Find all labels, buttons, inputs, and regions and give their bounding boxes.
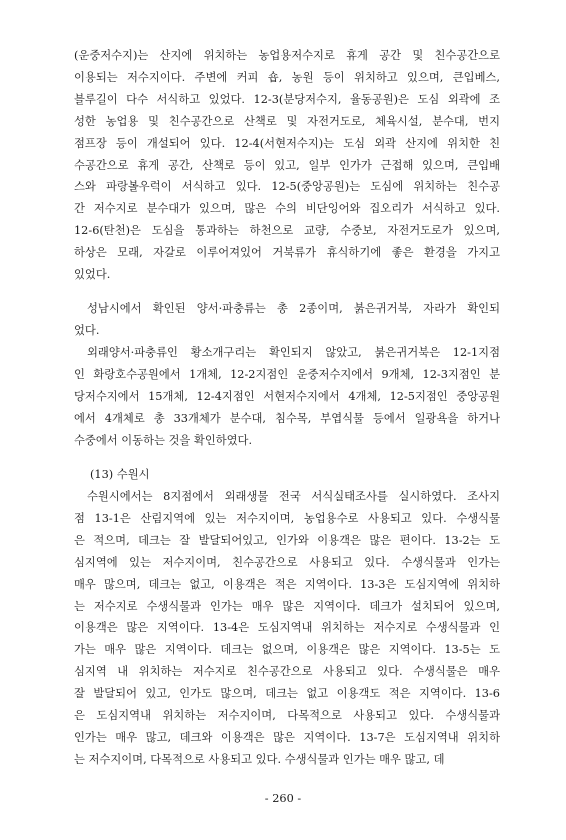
text-line: 었다. bbox=[74, 323, 100, 337]
text-line: (운중저수지)는 산지에 위치하는 농업용저수지로 휴게 공간 및 친수공간으로 bbox=[74, 49, 500, 62]
text-line: 외래양서·파충류인 황소개구리는 확인되지 않았고, 붉은귀거북은 12-1지점 bbox=[87, 346, 500, 359]
text-line: 수중에서 이동하는 것을 확인하였다. bbox=[74, 433, 253, 447]
text-line: 매우 많으며, 데크는 없고, 이용객은 적은 지역이다. 13-3은 도심지역에 위치하 bbox=[74, 577, 500, 591]
text-line: 이용되는 저수지이다. 주변에 커피 숍, 농원 등이 위치하고 있으며, 큰입베스, bbox=[74, 70, 500, 84]
paragraph-suwon-sites bbox=[74, 486, 500, 771]
paragraph-seongnam-invasive bbox=[74, 342, 500, 452]
text-line: 은 적으며, 데크는 잘 발달되어있고, 인가와 이용객은 많은 편이다. 13-2는 도 bbox=[74, 533, 500, 547]
text-line: 잘 발달되어 있고, 인가도 많으며, 데크는 없고 이용객도 적은 지역이다. 13-6 bbox=[74, 687, 500, 701]
text-line: 수공간으로 휴게 공간, 산책로 등이 있고, 일부 인가가 근접해 있으며, 큰입배 bbox=[74, 158, 500, 172]
text-line: 심지역 내 위치하는 저수지로 친수공간으로 사용되고 있다. 수생식물은 매우 bbox=[74, 665, 500, 679]
text-line: 스와 파랑볼우럭이 서식하고 있다. 12-5(중앙공원)는 도심에 위치하는 친수공 bbox=[74, 180, 500, 194]
text-line: 블루길이 다수 서식하고 있었다. 12-3(분당저수지, 율동공원)은 도심 외곽에 조 bbox=[74, 92, 500, 106]
text-line: 성남시에서 확인된 양서·파충류는 총 2종이며, 붉은귀거북, 자라가 확인되 bbox=[87, 302, 500, 315]
text-line: 수원시에서는 8지점에서 외래생물 전국 서식실태조사를 실시하였다. 조사지 bbox=[87, 490, 500, 503]
text-line: 에서 4개체로 총 33개체가 분수대, 침수목, 부엽식물 등에서 일광욕을 하거나 bbox=[74, 411, 500, 425]
text-line: 인 화랑호수공원에서 1개체, 12-2지점인 운중저수지에서 9개체, 12-3지점인 분 bbox=[74, 367, 500, 381]
text-line: 12-6(탄천)은 도심을 통과하는 하천으로 교량, 수중보, 자전거도로가 있으며, bbox=[74, 224, 500, 238]
paragraph-seongnam-species bbox=[74, 298, 500, 342]
text-line: 가는 매우 많은 지역이다. 데크는 없으며, 이용객은 많은 지역이다. 13-5는 도 bbox=[74, 643, 500, 657]
text-line: 점 13-1은 산림지역에 있는 저수지이며, 농업용수로 사용되고 있다. 수생식물 bbox=[74, 511, 500, 525]
section-heading: (13) 수원시 bbox=[90, 468, 150, 481]
text-line: 있었다. bbox=[74, 268, 111, 282]
text-line: 심지역에 있는 저수지이며, 친수공간으로 사용되고 있다. 수생식물과 인가는 bbox=[74, 555, 500, 569]
text-line: 성한 농업용 및 친수공간으로 산책로 및 자전거도로, 체육시설, 분수대, 번지 bbox=[74, 114, 500, 128]
page-number: - 260 - bbox=[264, 792, 302, 805]
text-line: 는 저수지이며, 다목적으로 사용되고 있다. 수생식물과 인가는 매우 많고, 데 bbox=[74, 752, 445, 766]
text-line: 하상은 모래, 자갈로 이루어져있어 거북류가 휴식하기에 좋은 환경을 가지고 bbox=[74, 246, 500, 260]
text-line: 간 저수지로 분수대가 있으며, 많은 수의 비단잉어와 집오리가 서식하고 있다. bbox=[74, 202, 500, 216]
text-line: 은 도심지역내 위치하는 저수지이며, 다목적으로 사용되고 있다. 수생식물과 bbox=[74, 709, 500, 723]
text-line: 는 저수지로 수생식물과 인가는 매우 많은 지역이다. 데크가 설치되어 있으며, bbox=[74, 599, 500, 613]
paragraph-seongnam-sites bbox=[74, 45, 500, 286]
text-line: 인가는 매우 많고, 데크와 이용객은 많은 지역이다. 13-7은 도심지역내 위치하 bbox=[74, 730, 500, 744]
text-line: 당저수지에서 15개체, 12-4지점인 서현저수지에서 4개체, 12-5지점인 중앙공원 bbox=[74, 389, 500, 403]
text-line: 점프장 등이 개설되어 있다. 12-4(서현저수지)는 도심 외곽 산지에 위치한 친 bbox=[74, 136, 500, 150]
text-line: 이용객은 많은 지역이다. 13-4은 도심지역내 위치하는 저수지로 수생식물과 인 bbox=[74, 621, 500, 635]
